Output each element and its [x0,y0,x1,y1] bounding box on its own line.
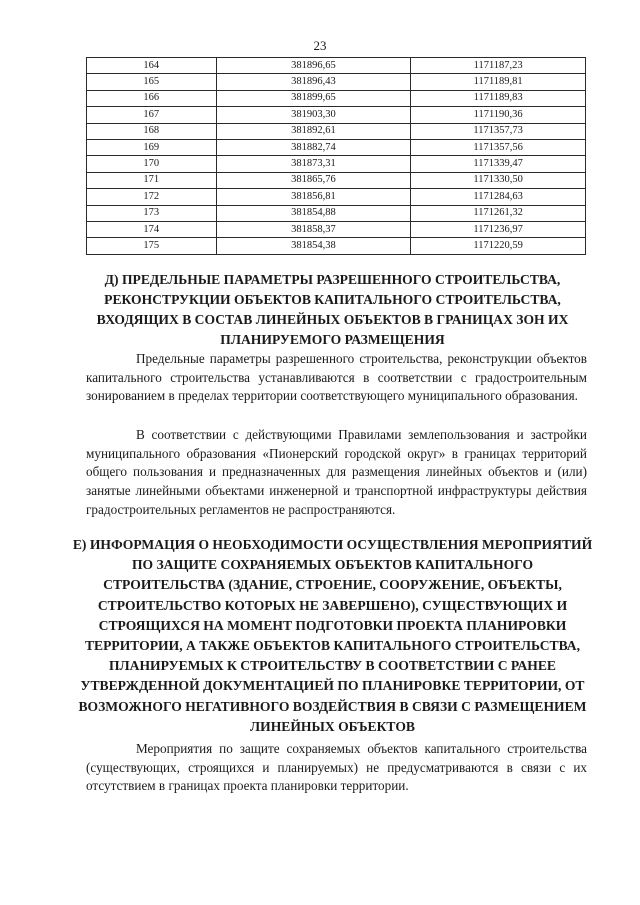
y-coordinate-cell: 1171189,81 [411,74,586,90]
section-e-paragraph-1: Мероприятия по защите сохраняемых объектов капитального строительства (существующих, строящихся и планируемых) не предусматриваются в связи с их отсутствием в границах проекта планировки территории. [86,741,587,794]
table-row [87,189,586,205]
point-number-cell: 169 [87,139,217,155]
point-number-cell: 165 [87,74,217,90]
y-coordinate-cell: 1171220,59 [411,238,586,254]
point-number-cell: 175 [87,238,217,254]
y-coordinate-cell: 1171261,32 [411,205,586,221]
section-d-paragraph-2: В соответствии с действующими Правилами землепользования и застройки муниципального образования «Пионерский городской округ» в границах территорий общего пользования и предназначенных для размещения линейных объектов и (или) занятые линейными объектами инженерной и транспортной инфраструктуры действия градостроительных регламентов не распространяются. [86,427,587,517]
table-row [87,238,586,254]
table-row [87,205,586,221]
table-row [87,172,586,188]
point-number-cell: 170 [87,156,217,172]
point-number-cell: 174 [87,221,217,237]
section-e-heading: Е) ИНФОРМАЦИЯ О НЕОБХОДИМОСТИ ОСУЩЕСТВЛЕНИЯ МЕРОПРИЯТИЙ ПО ЗАЩИТЕ СОХРАНЯЕМЫХ ОБЪЕКТОВ КАПИТАЛЬНОГО СТРОИТЕЛЬСТВА (ЗДАНИЕ, СТРОЕНИЕ, СООРУЖЕНИЕ, ОБЪЕКТЫ, СТРОИТЕЛЬСТВО КОТОРЫХ НЕ ЗАВЕРШЕНО), СУЩЕСТВУЮЩИХ И СТРОЯЩИХСЯ НА МОМЕНТ ПОДГОТОВКИ ПРОЕКТА ПЛАНИРОВКИ ТЕРРИТОРИИ, А ТАКЖЕ ОБЪЕКТОВ КАПИТАЛЬНОГО СТРОИТЕЛЬСТВА, ПЛАНИРУЕМЫХ К СТРОИТЕЛЬСТВУ В СООТВЕТСТВИИ С РАНЕЕ УТВЕРЖДЕННОЙ ДОКУМЕНТАЦИЕЙ ПО ПЛАНИРОВКЕ ТЕРРИТОРИИ, ОТ ВОЗМОЖНОГО НЕГАТИВНОГО ВОЗДЕЙСТВИЯ В СВЯЗИ С РАЗМЕЩЕНИЕМ ЛИНЕЙНЫХ ОБЪЕКТОВ [72,537,593,734]
x-coordinate-cell: 381865,76 [216,172,411,188]
section-d-heading: Д) ПРЕДЕЛЬНЫЕ ПАРАМЕТРЫ РАЗРЕШЕННОГО СТРОИТЕЛЬСТВА, РЕКОНСТРУКЦИИ ОБЪЕКТОВ КАПИТАЛЬНОГО СТРОИТЕЛЬСТВА, ВХОДЯЩИХ В СОСТАВ ЛИНЕЙНЫХ ОБЪЕКТОВ В ГРАНИЦАХ ЗОН ИХ ПЛАНИРУЕМОГО РАЗМЕЩЕНИЯ [96,272,569,347]
y-coordinate-cell: 1171190,36 [411,107,586,123]
y-coordinate-cell: 1171189,83 [411,90,586,106]
point-number-cell: 171 [87,172,217,188]
y-coordinate-cell: 1171284,63 [411,189,586,205]
table-row [87,107,586,123]
y-coordinate-cell: 1171357,56 [411,139,586,155]
point-number-cell: 173 [87,205,217,221]
table-row [87,221,586,237]
x-coordinate-cell: 381896,65 [216,58,411,74]
table-row [87,90,586,106]
x-coordinate-cell: 381858,37 [216,221,411,237]
coordinates-table-body [87,58,586,255]
table-row [87,58,586,74]
section-d-paragraph-1: Предельные параметры разрешенного строительства, реконструкции объектов капитального строительства устанавливаются в соответствии с градостроительным зонированием в пределах территории соответствующего муниципального образования. [86,351,587,404]
x-coordinate-cell: 381903,30 [216,107,411,123]
table-row [87,123,586,139]
x-coordinate-cell: 381899,65 [216,90,411,106]
table-row [87,74,586,90]
point-number-cell: 168 [87,123,217,139]
point-number-cell: 166 [87,90,217,106]
x-coordinate-cell: 381856,81 [216,189,411,205]
x-coordinate-cell: 381854,38 [216,238,411,254]
x-coordinate-cell: 381873,31 [216,156,411,172]
y-coordinate-cell: 1171339,47 [411,156,586,172]
y-coordinate-cell: 1171187,23 [411,58,586,74]
table-row [87,139,586,155]
x-coordinate-cell: 381882,74 [216,139,411,155]
y-coordinate-cell: 1171236,97 [411,221,586,237]
page-number: 23 [313,38,327,53]
x-coordinate-cell: 381896,43 [216,74,411,90]
y-coordinate-cell: 1171330,50 [411,172,586,188]
x-coordinate-cell: 381854,88 [216,205,411,221]
point-number-cell: 172 [87,189,217,205]
x-coordinate-cell: 381892,61 [216,123,411,139]
table-row [87,156,586,172]
point-number-cell: 164 [87,58,217,74]
point-number-cell: 167 [87,107,217,123]
coordinates-table [86,57,586,255]
y-coordinate-cell: 1171357,73 [411,123,586,139]
